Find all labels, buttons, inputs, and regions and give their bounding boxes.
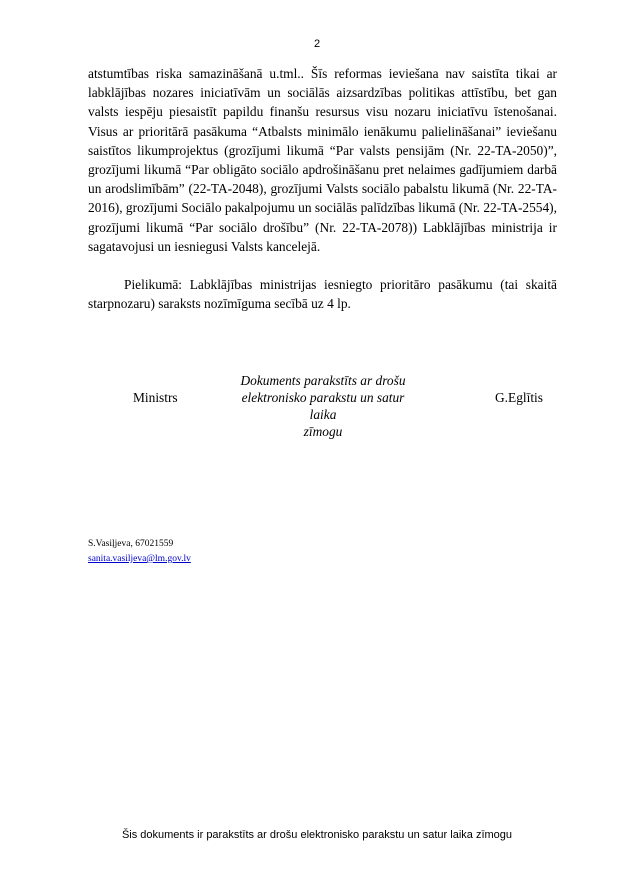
main-paragraph: atstumtības riska samazināšanā u.tml.. Šīs reformas ieviešana nav saistīta tikai ar labklājības nozares iniciatīvām un sociālās aizsardzības politikas attīstību, bet gan valsts iespēju piesaistīt papildu finanšu resursus visu nozaru iniciatīvu īstenošanai. Visus ar prioritārā pasākuma “Atbalsts minimālo ienākumu palielināšanai” ieviešanu saistītos likumprojektus (grozījumi likumā “Par valsts pensijām (Nr. 22-TA-2050)”, grozījumi likumā “Par obligāto sociālo apdrošināšanu pret nelaimes gadījumiem darbā un arodslimībām” (22-TA-2048), grozījumi Valsts sociālo pabalstu likumā (Nr. 22-TA-2016), grozījumi Sociālo pakalpojumu un sociālās palīdzības likumā (Nr. 22-TA-2554), grozījumi likumā “Par sociālo drošību” (Nr. 22-TA-2078)) Labklājības ministrija ir sagatavojusi un iesniegusi Valsts kancelejā.: [88, 66, 557, 254]
signature-note-line-3: zīmogu: [303, 424, 343, 439]
signature-note-line-2: elektronisko parakstu un satur laika: [241, 390, 405, 422]
electronic-signature-note: [238, 372, 408, 440]
signature-note-line-1: Dokuments parakstīts ar drošu: [240, 373, 406, 388]
signatory-role: Ministrs: [133, 390, 178, 405]
footer-note: Šis dokuments ir parakstīts ar drošu elektronisko parakstu un satur laika zīmogu: [121, 829, 513, 841]
signature-block: [88, 372, 557, 439]
contact-email-link[interactable]: sanita.vasiljeva@lm.gov.lv: [88, 554, 191, 564]
page-number: 2: [313, 38, 321, 50]
contact-person-phone: S.Vasiļjeva, 67021559: [88, 539, 174, 549]
signatory-name: G.Eglītis: [495, 390, 543, 405]
contact-block: [88, 537, 191, 567]
annex-paragraph: Pielikumā: Labklājības ministrijas iesniegto prioritāro pasākumu (tai skaitā starpnozaru) saraksts nozīmīguma secībā uz 4 lp.: [88, 277, 557, 312]
body-text: [88, 64, 557, 313]
